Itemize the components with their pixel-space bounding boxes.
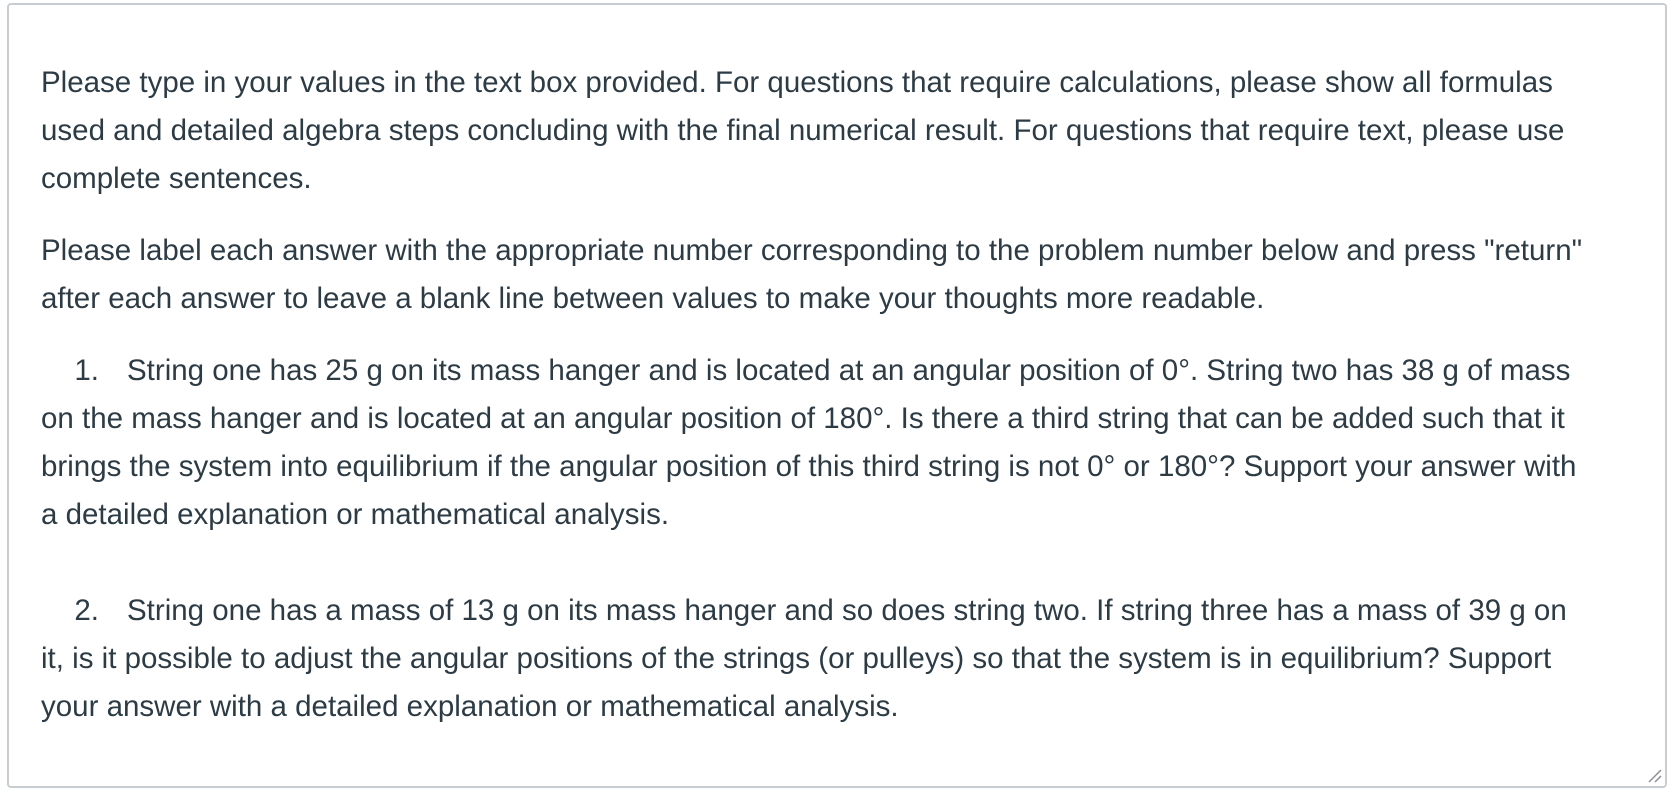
instructions-paragraph-2: Please label each answer with the appropriate number corresponding to the problem number below and press "return" after each answer to leave a blank line between values to make your thoughts more readable.: [41, 234, 1583, 315]
answer-text-box[interactable]: [7, 3, 1667, 788]
instructions-paragraph-1: Please type in your values in the text box provided. For questions that require calculations, please show all formulas used and detailed algebra steps concluding with the final numerical result. For questions that require text, please use complete sentences.: [41, 66, 1565, 195]
question-2-number: 2.: [74, 594, 99, 627]
question-2-text: String one has a mass of 13 g on its mass hanger and so does string two. If string three has a mass of 39 g on it, is it possible to adjust the angular positions of the strings (or pulleys) so that the system is in equilibrium? Support your answer with a detailed explanation or mathematical analysis.: [41, 594, 1567, 723]
question-1-text: String one has 25 g on its mass hanger and is located at an angular position of 0°. String two has 38 g of mass on the mass hanger and is located at an angular position of 180°. Is there a third string that can be added such that it brings the system into equilibrium if the angular position of this third string is not 0° or 180°? Support your answer with a detailed explanation or mathematical analysis.: [41, 354, 1577, 531]
question-1: [41, 347, 1597, 539]
question-2: [41, 587, 1597, 731]
question-1-number: 1.: [74, 354, 99, 387]
text-box-content[interactable]: [9, 5, 1665, 731]
resize-handle-icon[interactable]: [1645, 766, 1663, 784]
